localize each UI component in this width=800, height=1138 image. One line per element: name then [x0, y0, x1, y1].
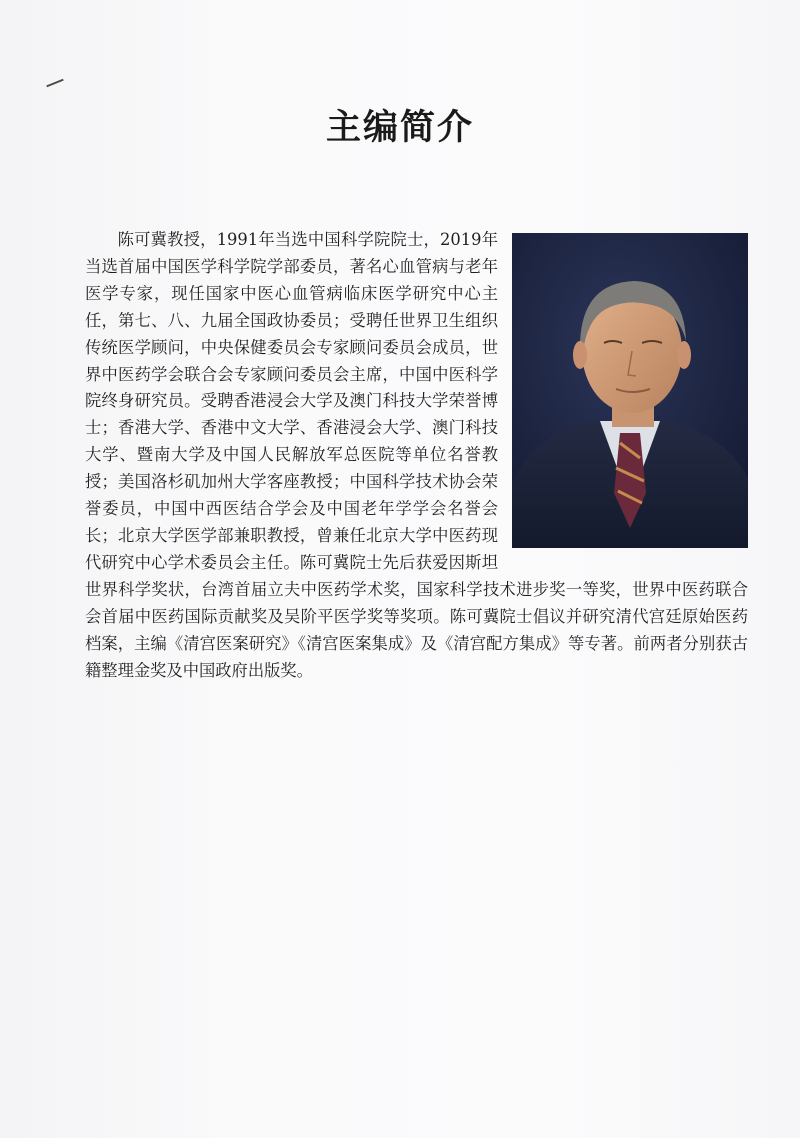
- biography-paragraph: 陈可冀教授，1991年当选中国科学院院士，2019年当选首届中国医学科学院学部委员，著名心血管病与老年医学专家，现任国家中医心血管病临床医学研究中心主任，第七、八、九届全国政协委员；受聘任世界卫生组织传统医学顾问，中央保健委员会专家顾问委员会成员，世界中医药学会联合会专家顾问委员会主席，中国中医科学院终身研究员。受聘香港浸会大学及澳门科技大学荣誉博士；香港大学、香港中文大学、香港浸会大学、澳门科技大学、暨南大学及中国人民解放军总医院等单位名誉教授；美国洛杉矶加州大学客座教授；中国科学技术协会荣誉委员，中国中西医结合学会及中国老年学学会名誉会长；北京大学医学部兼职教授，曾兼任北京大学中医药现代研究中心学术委员会主任。陈可冀院士先后获爱因斯坦世界科学奖状，台湾首届立夫中医药学术奖，国家科学技术进步奖一等奖，世界中医药联合会首届中医药国际贡献奖及吴阶平医学奖等奖项。陈可冀院士倡议并研究清代宫廷原始医药档案，主编《清宫医案研究》《清宫医案集成》及《清宫配方集成》等专著。前两者分别获古籍整理金奖及中国政府出版奖。: [85, 230, 748, 680]
- page-title: 主编简介: [325, 108, 474, 148]
- biography-section: [85, 227, 748, 684]
- author-portrait-photo: [512, 233, 748, 548]
- scan-mark: [46, 79, 63, 88]
